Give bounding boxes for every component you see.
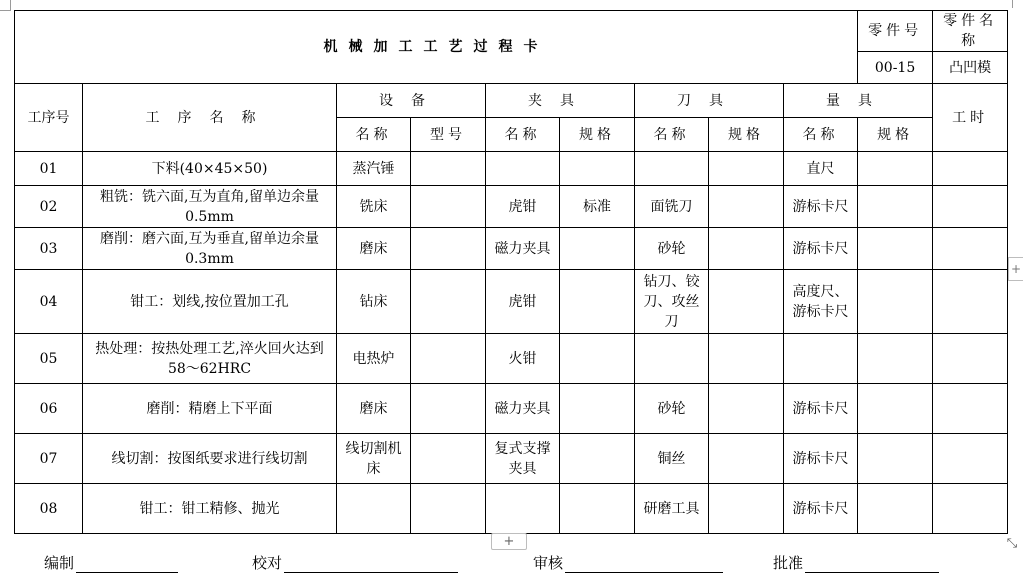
cell-equipment-model[interactable]: [411, 434, 486, 484]
cell-gauge-spec[interactable]: [858, 228, 933, 270]
header-tool-name: 名称: [635, 118, 709, 152]
cell-tool-name[interactable]: 面铣刀: [635, 186, 709, 228]
approve-signature: [773, 552, 939, 573]
header-fixture-spec: 规格: [560, 118, 635, 152]
cell-equipment-name[interactable]: [337, 484, 411, 534]
header-step-name: 工序名称: [83, 84, 337, 152]
part-name-label: 零件名称: [933, 11, 1008, 52]
cell-equipment-model[interactable]: [411, 186, 486, 228]
cell-tool-spec[interactable]: [709, 270, 784, 334]
cell-tool-spec[interactable]: [709, 186, 784, 228]
table-resize-handle[interactable]: ⤡: [1006, 535, 1018, 551]
cell-gauge-spec[interactable]: [858, 334, 933, 384]
header-equip-model: 型号: [411, 118, 486, 152]
edit-label: 编制: [44, 554, 75, 572]
approve-label: 批准: [773, 554, 804, 572]
cell-step-name[interactable]: 磨削：精磨上下平面: [83, 384, 337, 434]
part-number-label: 零件号: [858, 11, 933, 52]
cell-work-time[interactable]: [933, 228, 1008, 270]
page-corner-mark-right: [1012, 0, 1023, 8]
cell-work-time[interactable]: [933, 186, 1008, 228]
table-row: [15, 384, 1008, 434]
cell-work-time[interactable]: [933, 434, 1008, 484]
cell-equipment-name[interactable]: 蒸汽锤: [337, 152, 411, 186]
cell-step-name[interactable]: 热处理：按热处理工艺,淬火回火达到 58～62HRC: [83, 334, 337, 384]
cell-tool-name[interactable]: [635, 152, 709, 186]
cell-step-no[interactable]: 08: [15, 484, 83, 534]
table-row: [15, 228, 1008, 270]
cell-gauge-name[interactable]: 高度尺、游标卡尺: [784, 270, 858, 334]
cell-step-name[interactable]: 钳工：钳工精修、抛光: [83, 484, 337, 534]
cell-equipment-model[interactable]: [411, 484, 486, 534]
cell-gauge-spec[interactable]: [858, 270, 933, 334]
cell-fixture-spec[interactable]: [560, 484, 635, 534]
cell-gauge-name[interactable]: 游标卡尺: [784, 228, 858, 270]
cell-fixture-spec[interactable]: [560, 228, 635, 270]
cell-fixture-spec[interactable]: [560, 152, 635, 186]
cell-gauge-spec[interactable]: [858, 186, 933, 228]
cell-equipment-name[interactable]: 线切割机床: [337, 434, 411, 484]
header-fixture: 夹具: [486, 84, 635, 118]
cell-step-name[interactable]: 下料(40×45×50): [83, 152, 337, 186]
edit-signature: [44, 552, 178, 573]
part-number-value[interactable]: 00-15: [858, 52, 933, 84]
insert-row-button[interactable]: +: [491, 533, 527, 550]
cell-equipment-name[interactable]: 磨床: [337, 228, 411, 270]
cell-tool-name[interactable]: [635, 334, 709, 384]
cell-gauge-name[interactable]: 直尺: [784, 152, 858, 186]
approve-signature-line[interactable]: [805, 554, 939, 573]
review-signature-line[interactable]: [565, 554, 723, 573]
cell-equipment-name[interactable]: 铣床: [337, 186, 411, 228]
header-step-no: 工序号: [15, 84, 83, 152]
cell-step-no[interactable]: 02: [15, 186, 83, 228]
cell-tool-name[interactable]: 铜丝: [635, 434, 709, 484]
cell-tool-spec[interactable]: [709, 228, 784, 270]
cell-step-name[interactable]: 磨削：磨六面,互为垂直,留单边余量 0.3mm: [83, 228, 337, 270]
check-signature-line[interactable]: [284, 554, 458, 573]
cell-fixture-name[interactable]: 复式支撑夹具: [486, 434, 560, 484]
cell-tool-spec[interactable]: [709, 384, 784, 434]
cell-fixture-spec[interactable]: [560, 334, 635, 384]
cell-equipment-model[interactable]: [411, 334, 486, 384]
cell-gauge-spec[interactable]: [858, 384, 933, 434]
cell-equipment-name[interactable]: 钻床: [337, 270, 411, 334]
table-row: [15, 270, 1008, 334]
signature-footer: [0, 552, 1023, 576]
cell-fixture-spec[interactable]: [560, 270, 635, 334]
cell-gauge-name[interactable]: 游标卡尺: [784, 434, 858, 484]
cell-fixture-name[interactable]: 虎钳: [486, 270, 560, 334]
cell-work-time[interactable]: [933, 270, 1008, 334]
cell-equipment-model[interactable]: [411, 384, 486, 434]
cell-fixture-name[interactable]: 磁力夹具: [486, 228, 560, 270]
cell-fixture-name[interactable]: [486, 484, 560, 534]
table-row: [15, 484, 1008, 534]
cell-gauge-name[interactable]: 游标卡尺: [784, 384, 858, 434]
header-gauge-name: 名称: [784, 118, 858, 152]
header-equip-name: 名称: [337, 118, 411, 152]
cell-equipment-model[interactable]: [411, 152, 486, 186]
cell-fixture-name[interactable]: [486, 152, 560, 186]
cell-gauge-name[interactable]: [784, 334, 858, 384]
cell-fixture-spec[interactable]: 标准: [560, 186, 635, 228]
header-tool: 刀具: [635, 84, 784, 118]
cell-step-no[interactable]: 01: [15, 152, 83, 186]
table-row: [15, 186, 1008, 228]
header-gauge: 量具: [784, 84, 933, 118]
review-label: 审核: [533, 554, 564, 572]
cell-tool-spec[interactable]: [709, 434, 784, 484]
card-title: 机械加工工艺过程卡: [15, 11, 858, 84]
check-label: 校对: [252, 554, 283, 572]
cell-step-no[interactable]: 04: [15, 270, 83, 334]
table-row: [15, 334, 1008, 384]
cell-equipment-model[interactable]: [411, 270, 486, 334]
cell-fixture-name[interactable]: 磁力夹具: [486, 384, 560, 434]
cell-fixture-name[interactable]: 火钳: [486, 334, 560, 384]
cell-tool-spec[interactable]: [709, 334, 784, 384]
table-row: [15, 152, 1008, 186]
header-fixture-name: 名称: [486, 118, 560, 152]
cell-tool-name[interactable]: 研磨工具: [635, 484, 709, 534]
cell-fixture-spec[interactable]: [560, 384, 635, 434]
edit-signature-line[interactable]: [76, 554, 178, 573]
cell-fixture-name[interactable]: 虎钳: [486, 186, 560, 228]
part-name-value[interactable]: 凸凹模: [933, 52, 1008, 84]
cell-step-no[interactable]: 06: [15, 384, 83, 434]
cell-work-time[interactable]: [933, 334, 1008, 384]
cell-step-name[interactable]: 钳工：划线,按位置加工孔: [83, 270, 337, 334]
cell-work-time[interactable]: [933, 152, 1008, 186]
cell-tool-name[interactable]: 钻刀、铰刀、攻丝刀: [635, 270, 709, 334]
cell-step-name[interactable]: 粗铣：铣六面,互为直角,留单边余量 0.5mm: [83, 186, 337, 228]
header-tool-spec: 规格: [709, 118, 784, 152]
cell-equipment-model[interactable]: [411, 228, 486, 270]
check-signature: [252, 552, 458, 573]
insert-column-handle[interactable]: +: [1008, 257, 1023, 281]
cell-work-time[interactable]: [933, 384, 1008, 434]
cell-tool-name[interactable]: 砂轮: [635, 384, 709, 434]
cell-work-time[interactable]: [933, 484, 1008, 534]
cell-gauge-spec[interactable]: [858, 434, 933, 484]
cell-step-no[interactable]: 05: [15, 334, 83, 384]
cell-gauge-name[interactable]: 游标卡尺: [784, 186, 858, 228]
cell-step-no[interactable]: 03: [15, 228, 83, 270]
table-row: [15, 434, 1008, 484]
cell-fixture-spec[interactable]: [560, 434, 635, 484]
cell-gauge-name[interactable]: 游标卡尺: [784, 484, 858, 534]
header-equipment: 设备: [337, 84, 486, 118]
header-gauge-spec: 规格: [858, 118, 933, 152]
review-signature: [533, 552, 723, 573]
cell-equipment-name[interactable]: 磨床: [337, 384, 411, 434]
cell-step-no[interactable]: 07: [15, 434, 83, 484]
cell-equipment-name[interactable]: 电热炉: [337, 334, 411, 384]
header-time: 工时: [933, 84, 1008, 152]
cell-tool-spec[interactable]: [709, 152, 784, 186]
cell-step-name[interactable]: 线切割：按图纸要求进行线切割: [83, 434, 337, 484]
cell-tool-spec[interactable]: [709, 484, 784, 534]
cell-gauge-spec[interactable]: [858, 484, 933, 534]
page-corner-mark: [0, 0, 11, 11]
cell-tool-name[interactable]: 砂轮: [635, 228, 709, 270]
cell-gauge-spec[interactable]: [858, 152, 933, 186]
process-card-table: [14, 10, 1008, 534]
